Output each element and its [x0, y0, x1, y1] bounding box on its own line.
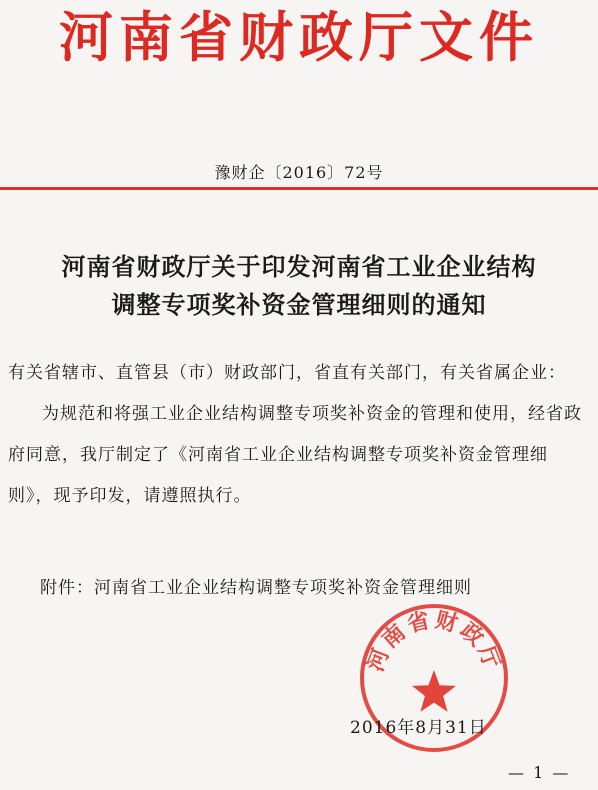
document-number: 豫财企〔2016〕72号	[214, 163, 384, 182]
body-paragraph: 为规范和将强工业企业结构调整专项奖补资金的管理和使用，经省政府同意，我厅制定了《河南省工业企业结构调整专项奖补资金管理细则》，现予印发，请遵照执行。	[8, 404, 582, 506]
document-body	[8, 353, 588, 517]
document-title-line-1: 河南省财政厅关于印发河南省工业企业结构	[61, 252, 537, 281]
page-number: — 1 —	[508, 763, 571, 782]
issue-date: 2016年8月31日	[350, 718, 487, 738]
salutation: 有关省辖市、直管县（市）财政部门，省直有关部门，有关省属企业：	[8, 363, 566, 383]
seal-star-icon	[412, 670, 456, 712]
document-title	[0, 248, 598, 324]
attachment-line: 附件：河南省工业企业结构调整专项奖补资金管理细则	[40, 578, 472, 598]
document-header-title: 河南省财政厅文件	[59, 5, 539, 69]
red-divider-line	[0, 187, 598, 190]
svg-text:河南省财政厅: 河南省财政厅	[362, 606, 506, 675]
document-title-line-2: 调整专项奖补资金管理细则的通知	[111, 290, 487, 319]
